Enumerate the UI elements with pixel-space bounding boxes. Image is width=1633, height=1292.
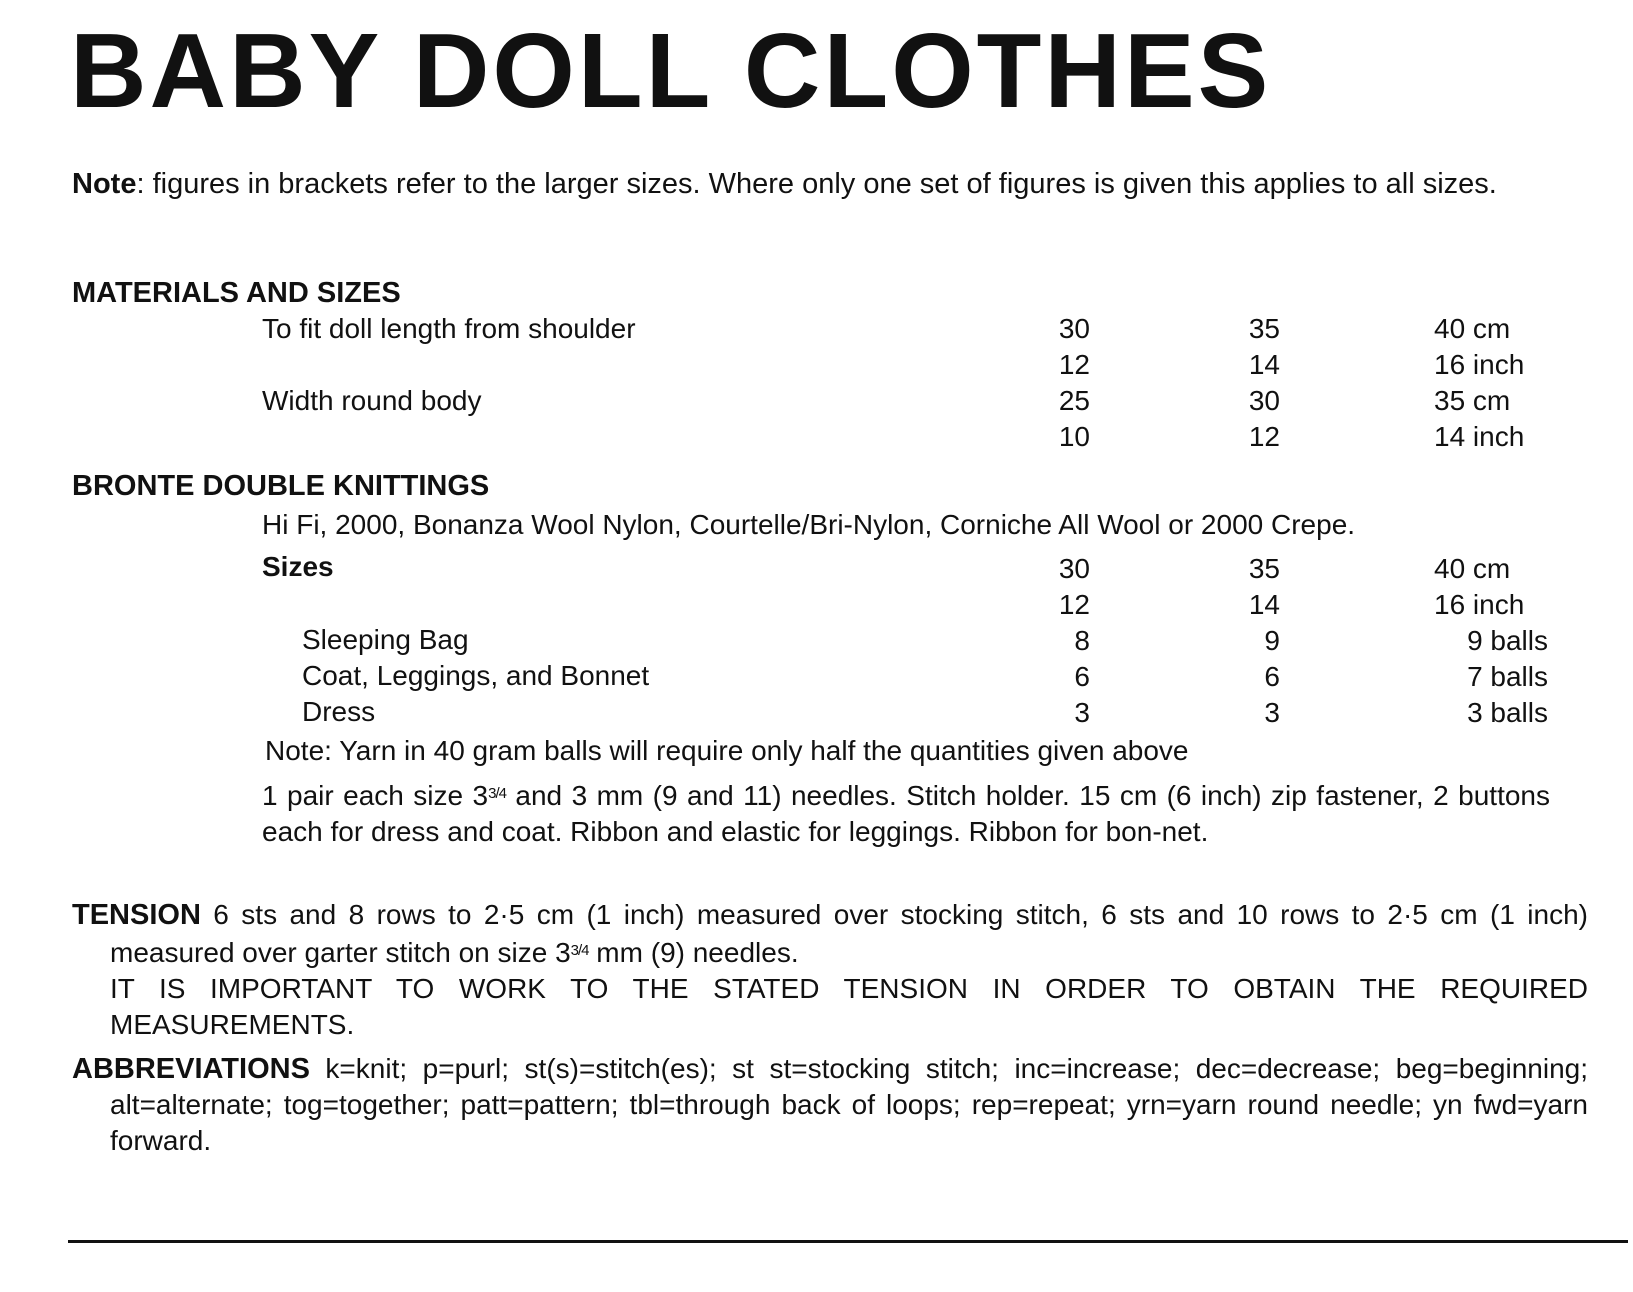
materials-heading: MATERIALS AND SIZES [72, 277, 401, 309]
materials-row-value: 10 [1058, 421, 1090, 452]
materials-row-value: 25 [1058, 385, 1090, 416]
materials-row-value: 40 cm [1434, 313, 1511, 344]
tension-text: mm (9) needles. [588, 937, 799, 968]
item-label: Coat, Leggings, and Bonnet [302, 660, 650, 691]
page-title: BABY DOLL CLOTHES [70, 12, 1272, 130]
item-value: 9 [1264, 625, 1280, 656]
fraction: 3/4 [570, 942, 589, 959]
needles-text: and 3 mm (9 and 11) needles. Stitch holder. 15 cm (6 inch) zip fastener, 2 buttons each for dress and coat. Ribbon and elastic for leggings. Ribbon for bon-net. [262, 780, 1550, 847]
yarn-note: Note: Yarn in 40 gram balls will require only half the quantities given above [265, 735, 1189, 766]
intro-note-text: : figures in brackets refer to the larger sizes. Where only one set of figures is given this applies to all sizes. [136, 168, 1497, 200]
abbreviations-text: k=knit; p=purl; st(s)=stitch(es); st st=stocking stitch; inc=increase; dec=decrease; beg=beginning; alt=alternate; tog=together; patt=pattern; tbl=through back of loops; rep=repeat; yrn=yarn round needle; yn fwd=yarn forward. [110, 1053, 1588, 1156]
materials-row-value: 16 inch [1434, 349, 1525, 380]
fraction: 3/4 [488, 785, 506, 802]
size-value: 12 [1058, 589, 1090, 620]
item-value: 3 [1264, 697, 1280, 728]
size-value: 35 [1248, 553, 1280, 584]
item-label: Sleeping Bag [302, 624, 469, 655]
item-value: 9 balls [1467, 625, 1548, 656]
abbreviations-label: ABBREVIATIONS [72, 1053, 310, 1085]
intro-note [72, 166, 1612, 202]
size-value: 16 inch [1434, 589, 1525, 620]
materials-row-value: 14 inch [1434, 421, 1525, 452]
size-value: 40 cm [1434, 553, 1511, 584]
sizes-label: Sizes [262, 551, 334, 582]
materials-row-value: 12 [1248, 421, 1280, 452]
materials-row-value: 30 [1058, 313, 1090, 344]
item-value: 6 [1264, 661, 1280, 692]
item-value: 7 balls [1467, 661, 1548, 692]
size-value: 30 [1058, 553, 1090, 584]
intro-note-label: Note [72, 168, 137, 200]
needles-text: 1 pair each size 3 [262, 780, 489, 811]
tension-label: TENSION [72, 899, 201, 931]
bottom-rule [68, 1240, 1628, 1243]
materials-row-label: Width round body [262, 385, 482, 416]
materials-row-value: 35 cm [1434, 385, 1511, 416]
materials-row-label: To fit doll length from shoulder [262, 313, 636, 344]
item-value: 8 [1074, 625, 1090, 656]
size-value: 14 [1248, 589, 1280, 620]
abbreviations-paragraph [72, 1051, 1588, 1159]
tension-important: IT IS IMPORTANT TO WORK TO THE STATED TENSION IN ORDER TO OBTAIN THE REQUIRED MEASUREMENTS. [110, 973, 1588, 1040]
item-value: 6 [1074, 661, 1090, 692]
materials-row-value: 30 [1248, 385, 1280, 416]
item-label: Dress [302, 696, 376, 727]
item-value: 3 [1074, 697, 1090, 728]
bronte-heading: BRONTE DOUBLE KNITTINGS [72, 470, 490, 502]
needles-paragraph [262, 776, 1550, 850]
item-value: 3 balls [1467, 697, 1548, 728]
materials-row-value: 14 [1248, 349, 1280, 380]
tension-paragraph [72, 897, 1588, 1043]
materials-row-value: 35 [1248, 313, 1280, 344]
tension-text: 6 sts and 8 rows to 2·5 cm (1 inch) measured over stocking stitch, 6 sts and 10 rows to 2·5 cm (1 inch) measured over garter stitch on size 3 [110, 899, 1588, 968]
yarn-list: Hi Fi, 2000, Bonanza Wool Nylon, Courtelle/Bri-Nylon, Corniche All Wool or 2000 Crepe. [262, 509, 1356, 540]
materials-row-value: 12 [1058, 349, 1090, 380]
